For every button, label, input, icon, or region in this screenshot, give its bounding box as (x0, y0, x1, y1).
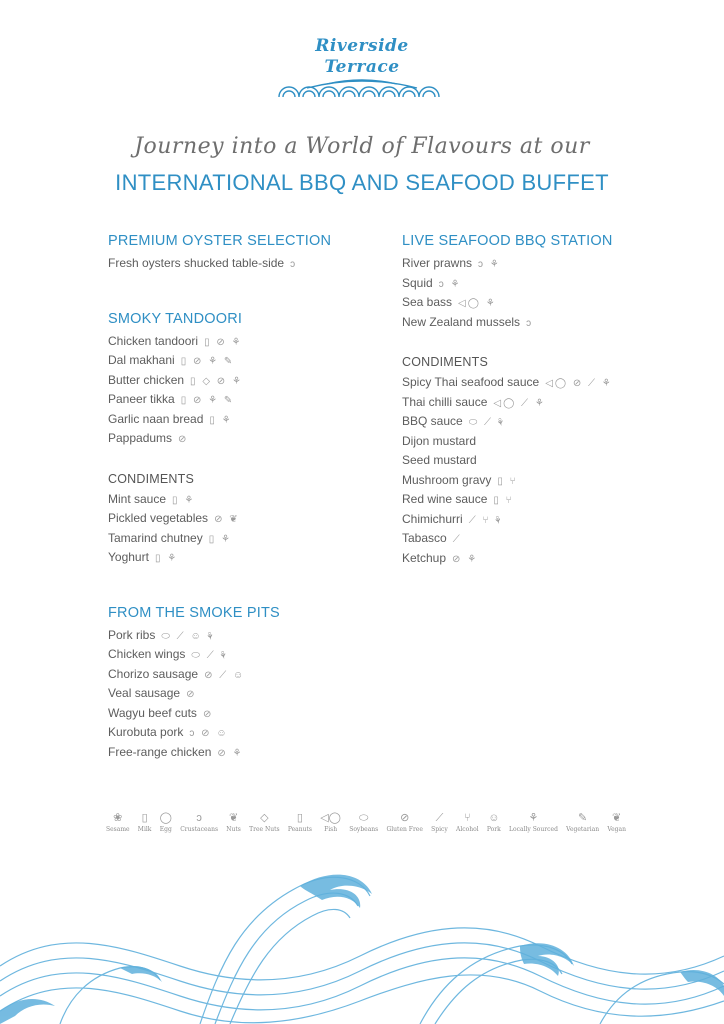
logo-wave-icon (277, 78, 447, 98)
allergen-icons: ⊘ (178, 434, 189, 445)
gluten-free-icon: ⊘ (400, 812, 410, 824)
menu-item: Chicken wings ⬭ ⟋ ⚘ (108, 647, 228, 661)
menu-item: Chorizo sausage ⊘ ⟋ ☺ (108, 666, 246, 681)
allergen-legend (106, 810, 626, 833)
menu-item: Wagyu beef cuts ⊘ (108, 705, 214, 720)
legend-item-alcohol: ⑂ Alcohol (456, 812, 479, 833)
allergen-icons: ↄ (526, 317, 534, 329)
alcohol-icon: ⑂ (464, 812, 471, 824)
allergen-icons: ⬭ ⟋ ⚘ (191, 650, 228, 661)
menu-item: Pappadums ⊘ (108, 431, 189, 445)
menu-item: Tamarind chutney ▯ ⚘ (108, 530, 232, 545)
logo-line-2: Terrace (324, 57, 400, 77)
menu-item: Chimichurri ⟋ ⑂ ⚘ (402, 511, 503, 526)
menu-item: Red wine sauce ▯ ⑂ (402, 492, 514, 506)
menu-item: Squid ↄ ⚘ (402, 275, 462, 290)
allergen-icons: ◁◯ ⚘ (458, 298, 497, 309)
menu-item: Yoghurt ▯ ⚘ (108, 550, 179, 564)
page-title: INTERNATIONAL BBQ AND SEAFOOD BUFFET (115, 170, 609, 195)
legend-item-nuts: ❦ Nuts (226, 812, 241, 833)
legend-item-spicy: ⟋ Spicy (431, 812, 448, 833)
nuts-icon: ❦ (228, 812, 239, 824)
menu-item: Paneer tikka ▯ ⊘ ⚘ ✎ (108, 392, 235, 406)
section-title-condiments-left: CONDIMENTS (108, 471, 195, 486)
tree-nuts-icon: ◇ (260, 812, 269, 824)
legend-item-locally-sourced: ⚘ Locally Sourced (509, 812, 558, 833)
legend-item-gluten-free: ⊘ Gluten Free (386, 812, 423, 833)
allergen-icons: ⊘ (186, 689, 197, 700)
menu-item: Ketchup ⊘ ⚘ (402, 550, 479, 565)
menu-item: Butter chicken ▯ ◇ ⊘ ⚘ (108, 372, 243, 387)
menu-item: Spicy Thai seafood sauce ◁◯ ⊘ ⟋ ⚘ (402, 375, 613, 389)
menu-item: Pickled vegetables ⊘ ❦ (108, 511, 240, 525)
section-title-tandoori: SMOKY TANDOORI (108, 310, 243, 327)
right-column (402, 232, 662, 568)
allergen-icons: ⊘ ⚘ (217, 747, 244, 759)
menu-item: New Zealand mussels ↄ (402, 314, 534, 329)
crustaceans-icon: ↄ (196, 812, 202, 824)
allergen-icons: ↄ ⚘ (438, 278, 462, 290)
menu-item: Sea bass ◁◯ ⚘ (402, 295, 497, 309)
left-column (108, 232, 378, 762)
allergen-icons: ▯ ⚘ (154, 553, 179, 564)
legend-item-peanuts: ▯ Peanuts (287, 812, 312, 833)
allergen-icons: ↄ ⚘ (478, 259, 501, 270)
menu-item: Chicken tandoori ▯ ⊘ ⚘ (108, 333, 243, 348)
pig-icon: ☺ (488, 812, 500, 824)
menu-item: Thai chilli sauce ◁◯ ⟋ ⚘ (402, 394, 546, 409)
locally-sourced-icon: ⚘ (528, 812, 539, 824)
menu-item: Tabasco ⟋ (402, 531, 462, 545)
menu-item: Mint sauce ▯ ⚘ (108, 491, 196, 506)
section-title-condiments-right: CONDIMENTS (402, 355, 489, 369)
legend-item-vegetarian: ✎ Vegetarian (566, 812, 600, 833)
allergen-icons: ⟋ (452, 534, 462, 545)
logo-line-1: Riverside (315, 36, 409, 56)
legend-item-crustaceans: ↄ Crustaceans (180, 812, 219, 833)
menu-item: Garlic naan bread ▯ ⚘ (108, 411, 233, 426)
allergen-icons: ↄ (290, 259, 298, 270)
egg-icon: ◯ (159, 812, 172, 824)
allergen-icons: ⬭ ⟋ ☺ ⚘ (161, 630, 215, 642)
sesame-icon: ❀ (113, 812, 123, 824)
menu-item: Dal makhani ▯ ⊘ ⚘ ✎ (108, 353, 235, 367)
allergen-icons: ▯ ⚘ (172, 494, 196, 506)
allergen-icons: ▯ ⊘ ⚘ ✎ (180, 395, 235, 406)
legend-item-egg: ◯ Egg (159, 812, 172, 833)
allergen-icons: ⊘ (202, 708, 214, 720)
legend-item-fish: ◁◯ Fish (320, 812, 341, 833)
allergen-icons: ▯ ⑂ (493, 495, 514, 506)
section-title-smoke-pits: FROM THE SMOKE PITS (108, 604, 280, 621)
allergen-icons: ↄ ⊘ ☺ (189, 728, 229, 739)
allergen-icons: ▯ ⊘ ⚘ (204, 336, 243, 348)
menu-item: Pork ribs ⬭ ⟋ ☺ ⚘ (108, 627, 215, 642)
allergen-icons: ⟋ ⑂ ⚘ (468, 514, 503, 526)
legend-item-soybeans: ⬭ Soybeans (349, 812, 379, 833)
allergen-icons: ▯ ⚘ (208, 533, 232, 545)
fish-icon: ◁◯ (320, 812, 341, 824)
menu-item: Fresh oysters shucked table-side ↄ (108, 256, 298, 270)
vegetarian-icon: ✎ (578, 812, 588, 824)
soybeans-icon: ⬭ (359, 812, 369, 824)
menu-item: Free-range chicken ⊘ ⚘ (108, 744, 244, 759)
chilli-icon: ⟋ (435, 812, 444, 824)
allergen-icons: ▯ ◇ ⊘ ⚘ (190, 375, 243, 387)
wave-decoration (0, 846, 724, 1024)
allergen-icons: ⊘ ⚘ (452, 553, 479, 565)
menu-item: Mushroom gravy ▯ ⑂ (402, 472, 518, 487)
logo (0, 36, 724, 98)
vegan-icon: ❦ (612, 812, 622, 824)
peanuts-icon: ▯ (296, 812, 303, 824)
allergen-icons: ⊘ ❦ (214, 514, 240, 525)
menu-item: Seed mustard (402, 453, 477, 467)
section-title-oyster: PREMIUM OYSTER SELECTION (108, 233, 332, 249)
allergen-icons: ◁◯ ⊘ ⟋ ⚘ (545, 378, 613, 389)
milk-icon: ▯ (141, 812, 148, 824)
legend-item-pork: ☺ Pork (486, 812, 501, 833)
allergen-icons: ◁◯ ⟋ ⚘ (493, 397, 546, 409)
legend-item-tree-nuts: ◇ Tree Nuts (249, 812, 280, 833)
menu-item: River prawns ↄ ⚘ (402, 256, 501, 270)
legend-item-milk: ▯ Milk (137, 812, 152, 833)
menu-item: Dijon mustard (402, 433, 477, 448)
menu-item: BBQ sauce ⬭ ⟋ ⚘ (402, 414, 505, 428)
legend-item-vegan: ❦ Vegan (607, 812, 626, 833)
allergen-icons: ▯ ⚘ (209, 414, 233, 426)
menu-item: Veal sausage ⊘ (108, 686, 197, 700)
allergen-icons: ▯ ⑂ (497, 475, 518, 487)
menu-item: Kurobuta pork ↄ ⊘ ☺ (108, 725, 229, 739)
tagline: Journey into a World of Flavours at our (134, 134, 590, 159)
allergen-icons: ⊘ ⟋ ☺ (204, 669, 246, 681)
allergen-icons: ▯ ⊘ ⚘ ✎ (180, 356, 235, 367)
section-title-bbq-station: LIVE SEAFOOD BBQ STATION (402, 233, 613, 249)
allergen-icons: ⬭ ⟋ ⚘ (468, 417, 505, 428)
legend-item-sesame: ❀ Sesame (106, 812, 130, 833)
